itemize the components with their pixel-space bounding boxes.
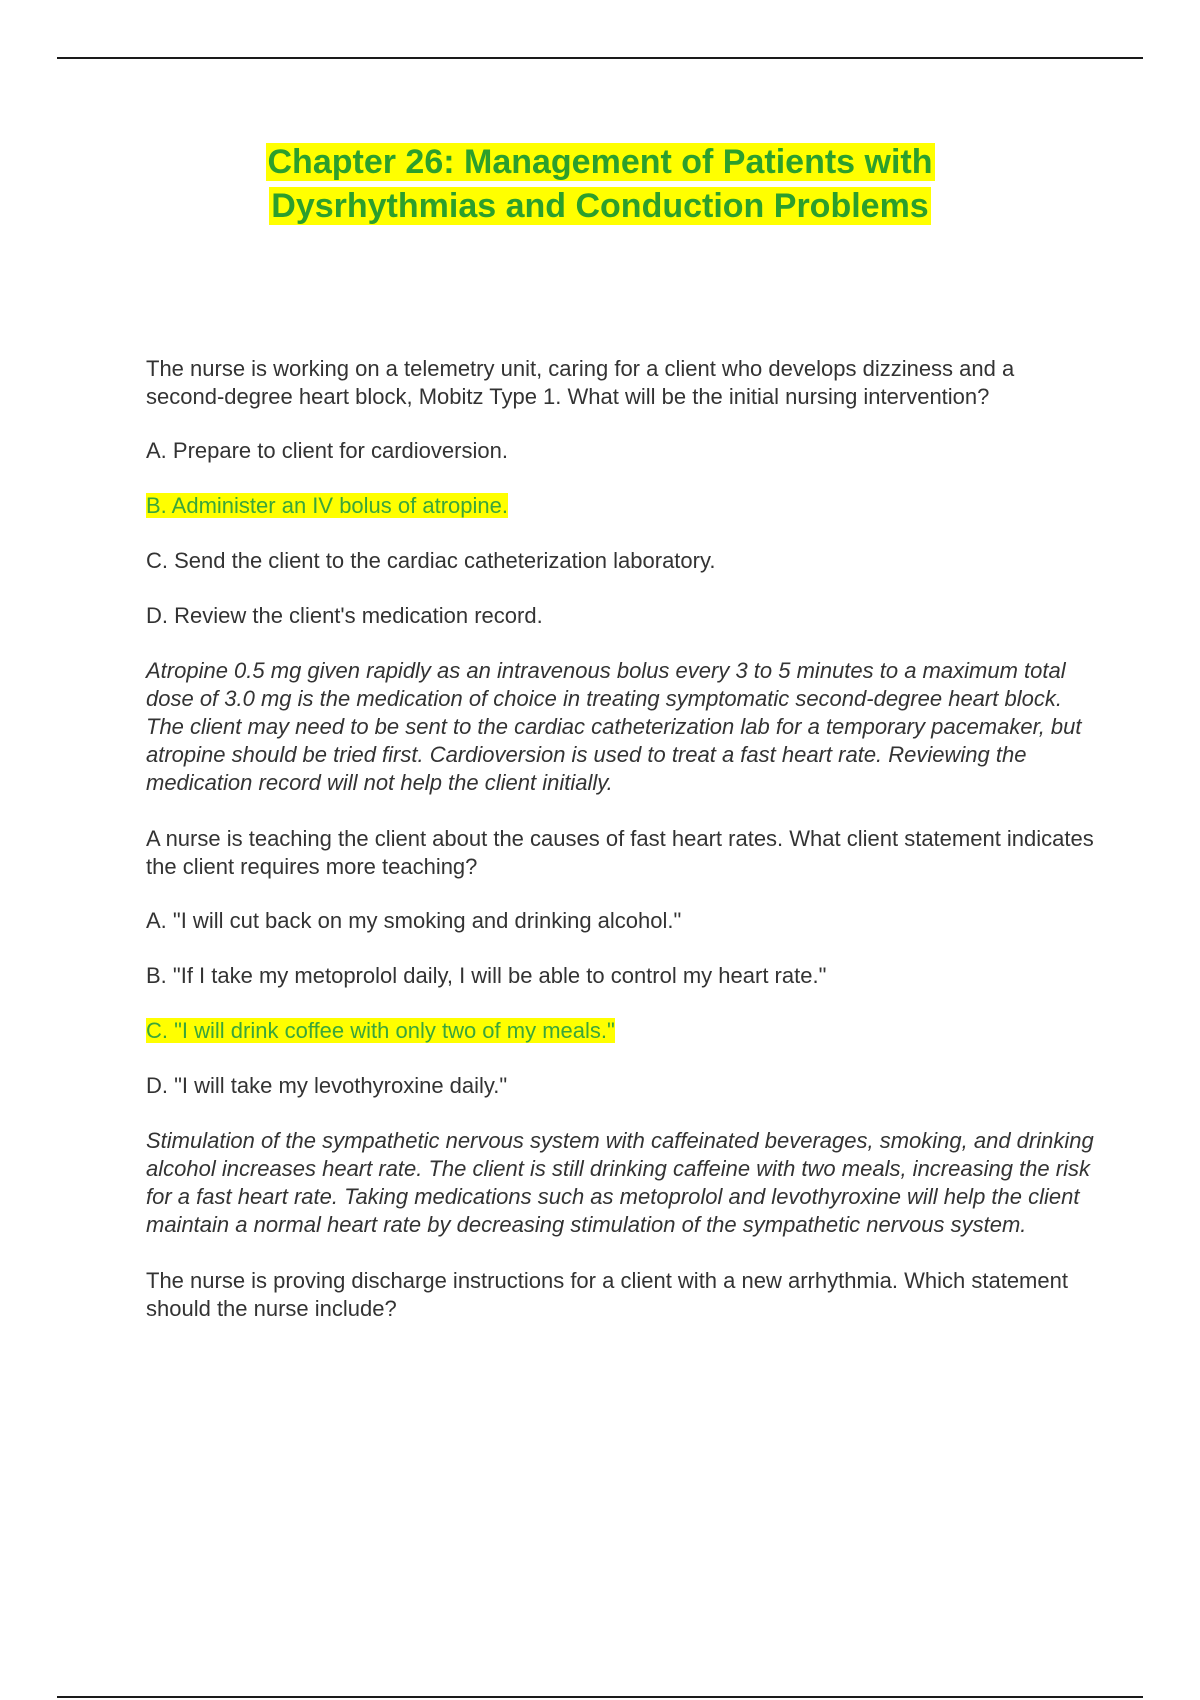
answer-option: C. Send the client to the cardiac catheterization laboratory.: [146, 548, 716, 573]
question-stem: A nurse is teaching the client about the causes of fast heart rates. What client statement indicates the client requires more teaching?: [146, 826, 1094, 879]
question-stem: The nurse is working on a telemetry unit, caring for a client who develops dizziness and a second-degree heart block, Mobitz Type 1. What will be the initial nursing intervention?: [146, 356, 1015, 409]
title-line-1: Chapter 26: Management of Patients with: [267, 143, 933, 181]
answer-option: B. "If I take my metoprolol daily, I will be able to control my heart rate.": [146, 963, 827, 988]
correct-answer-highlight: C. "I will drink coffee with only two of my meals.": [146, 1018, 615, 1043]
answer-option-correct: [146, 492, 1096, 520]
question-stem: The nurse is proving discharge instructions for a client with a new arrhythmia. Which statement should the nurse include?: [146, 1268, 1068, 1321]
answer-option-correct: [146, 1017, 1096, 1045]
answer-option: D. Review the client's medication record.: [146, 603, 543, 628]
title-line-2: Dysrhythmias and Conduction Problems: [271, 187, 929, 225]
top-rule: [57, 57, 1143, 59]
document-body: [146, 355, 1096, 1349]
bottom-rule: [57, 1696, 1143, 1698]
rationale: Stimulation of the sympathetic nervous system with caffeinated beverages, smoking, and drinking alcohol increases heart rate. The client is still drinking caffeine with two meals, increasing the risk for a fast heart rate. Taking medications such as metoprolol and levothyroxine will help the client maintain a normal heart rate by decreasing stimulation of the sympathetic nervous system.: [146, 1128, 1094, 1237]
answer-option: A. "I will cut back on my smoking and drinking alcohol.": [146, 908, 682, 933]
answer-option: D. "I will take my levothyroxine daily.": [146, 1073, 508, 1098]
rationale: Atropine 0.5 mg given rapidly as an intravenous bolus every 3 to 5 minutes to a maximum total dose of 3.0 mg is the medication of choice in treating symptomatic second-degree heart block. The client may need to be sent to the cardiac catheterization lab for a temporary pacemaker, but atropine should be tried first. Cardioversion is used to treat a fast heart rate. Reviewing the medication record will not help the client initially.: [146, 658, 1082, 795]
answer-option: A. Prepare to client for cardioversion.: [146, 438, 508, 463]
correct-answer-highlight: B. Administer an IV bolus of atropine.: [146, 493, 508, 518]
page-title: [0, 140, 1200, 228]
